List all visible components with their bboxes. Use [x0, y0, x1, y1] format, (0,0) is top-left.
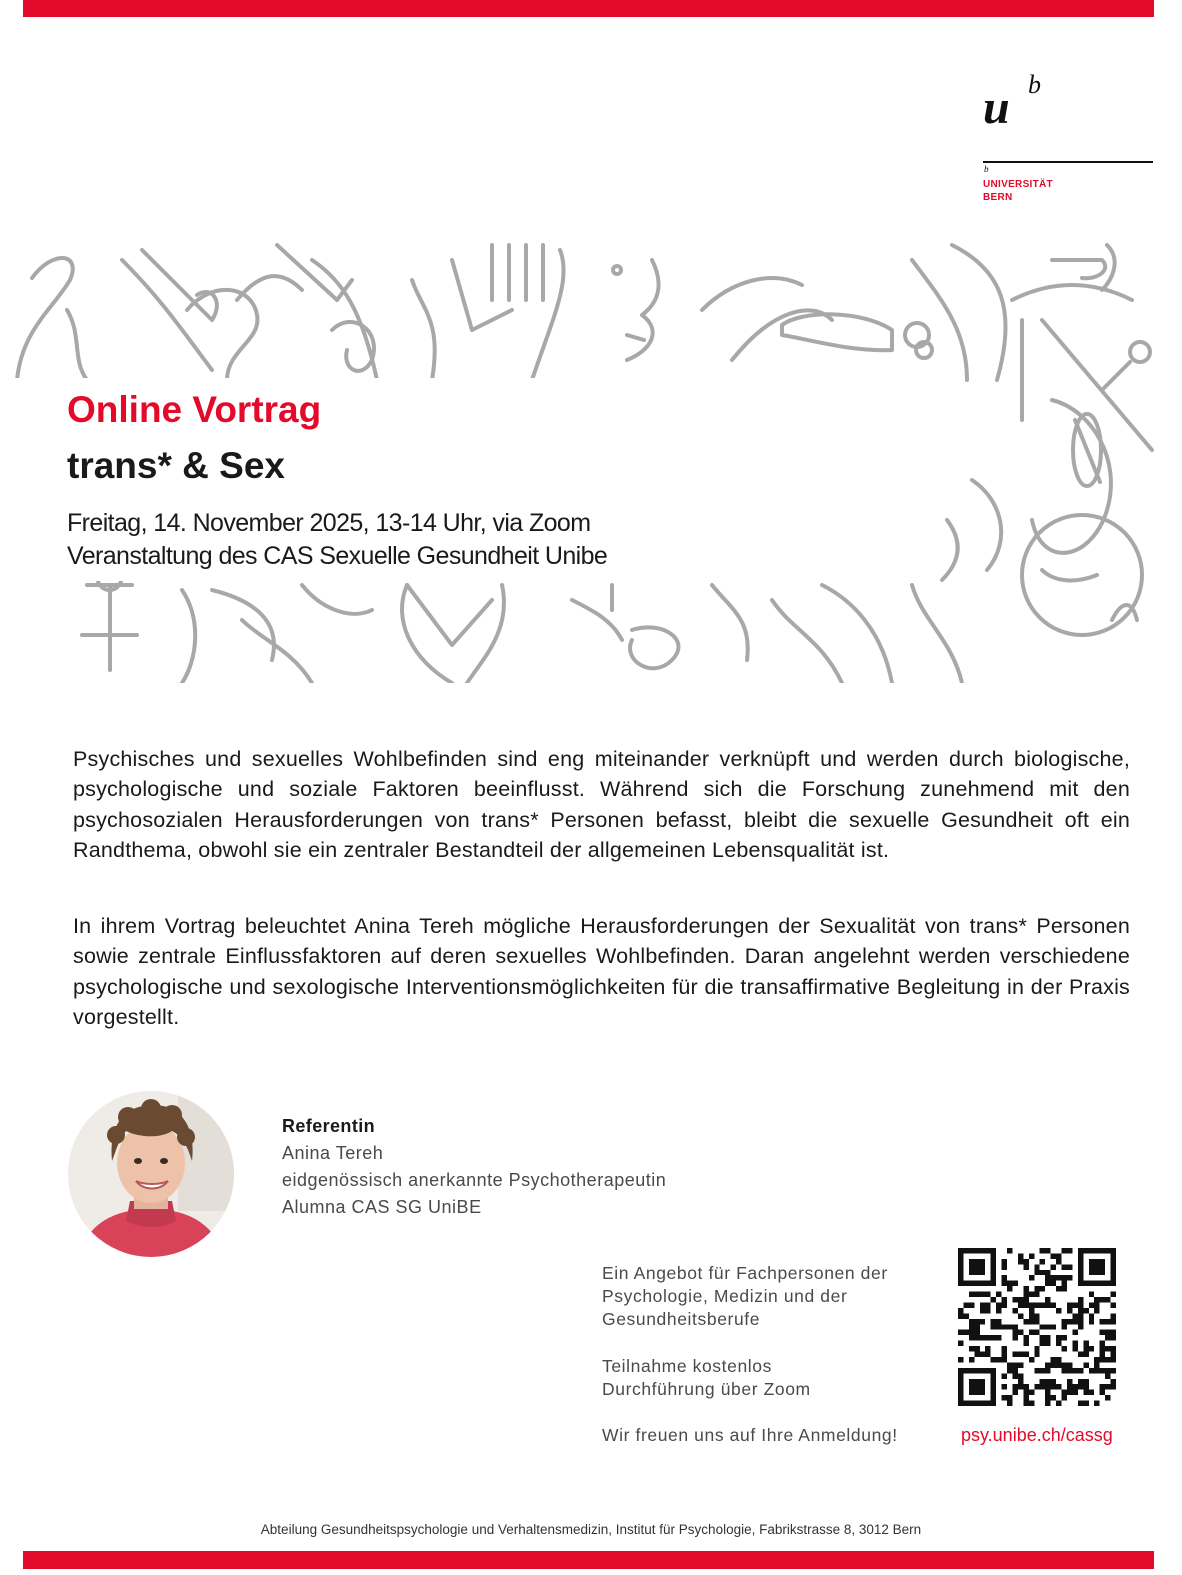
bottom-accent-bar [23, 1551, 1154, 1569]
speaker-role: eidgenössisch anerkannte Psychotherapeutin [282, 1170, 667, 1190]
event-host-line: Veranstaltung des CAS Sexuelle Gesundheit Unibe [67, 542, 608, 570]
logo-rule [983, 161, 1153, 163]
event-topic-title: trans* & Sex [67, 445, 285, 486]
speaker-portrait-icon [68, 1091, 234, 1257]
speaker-avatar [68, 1091, 234, 1257]
logo-b-superscript: b [1028, 70, 1041, 99]
audience-line-3: Gesundheitsberufe [602, 1309, 761, 1329]
registration-link[interactable]: psy.unibe.ch/cassg [961, 1425, 1113, 1445]
logo-university-name: UNIVERSITÄT BERN [983, 179, 1053, 203]
footer-address: Abteilung Gesundheitspsychologie und Verhaltensmedizin, Institut für Psychologie, Fabrikstrasse 8, 3012 Bern [260, 1522, 922, 1537]
speaker-alumna: Alumna CAS SG UniBE [282, 1197, 482, 1217]
speaker-name: Anina Tereh [282, 1143, 384, 1163]
closing-line: Wir freuen uns auf Ihre Anmeldung! [602, 1425, 898, 1445]
event-type-title: Online Vortrag [67, 389, 322, 430]
description-paragraph-2: In ihrem Vortrag beleuchtet Anina Tereh mögliche Herausforderungen der Sexualität von trans* Personen sowie zentrale Einflussfaktoren auf deren sexuelles Wohlbefinden. Daran angelehnt werden verschiedene psychologische und sexologische Interventionsmöglichkeiten für die transaffirmative Begleitung in der Praxis vorgestellt. [73, 914, 1130, 1029]
speaker-heading: Referentin [282, 1116, 376, 1136]
logo-u-letter: u [983, 81, 1010, 134]
audience-line-2: Psychologie, Medizin und der [602, 1286, 848, 1306]
description-paragraph-1: Psychisches und sexuelles Wohlbefinden sind eng miteinander verknüpft und werden durch biologische, psychologische und soziale Faktoren beeinflusst. Während sich die Forschung zunehmend mit den psychosozialen Herausforderungen von trans* Personen befasst, bleibt die sexuelle Gesundheit oft ein Randthema, obwohl sie ein zentraler Bestandteil der allgemeinen Lebensqualität ist. [73, 747, 1130, 862]
qr-code-icon[interactable] [958, 1248, 1116, 1406]
top-accent-bar [23, 0, 1154, 17]
cost-line: Teilnahme kostenlos [602, 1356, 772, 1376]
format-line: Durchführung über Zoom [602, 1379, 811, 1399]
university-logo [983, 70, 1155, 210]
audience-line-1: Ein Angebot für Fachpersonen der [602, 1263, 888, 1283]
event-date-line: Freitag, 14. November 2025, 13-14 Uhr, via Zoom [67, 509, 591, 537]
logo-small-b: b [984, 164, 989, 174]
